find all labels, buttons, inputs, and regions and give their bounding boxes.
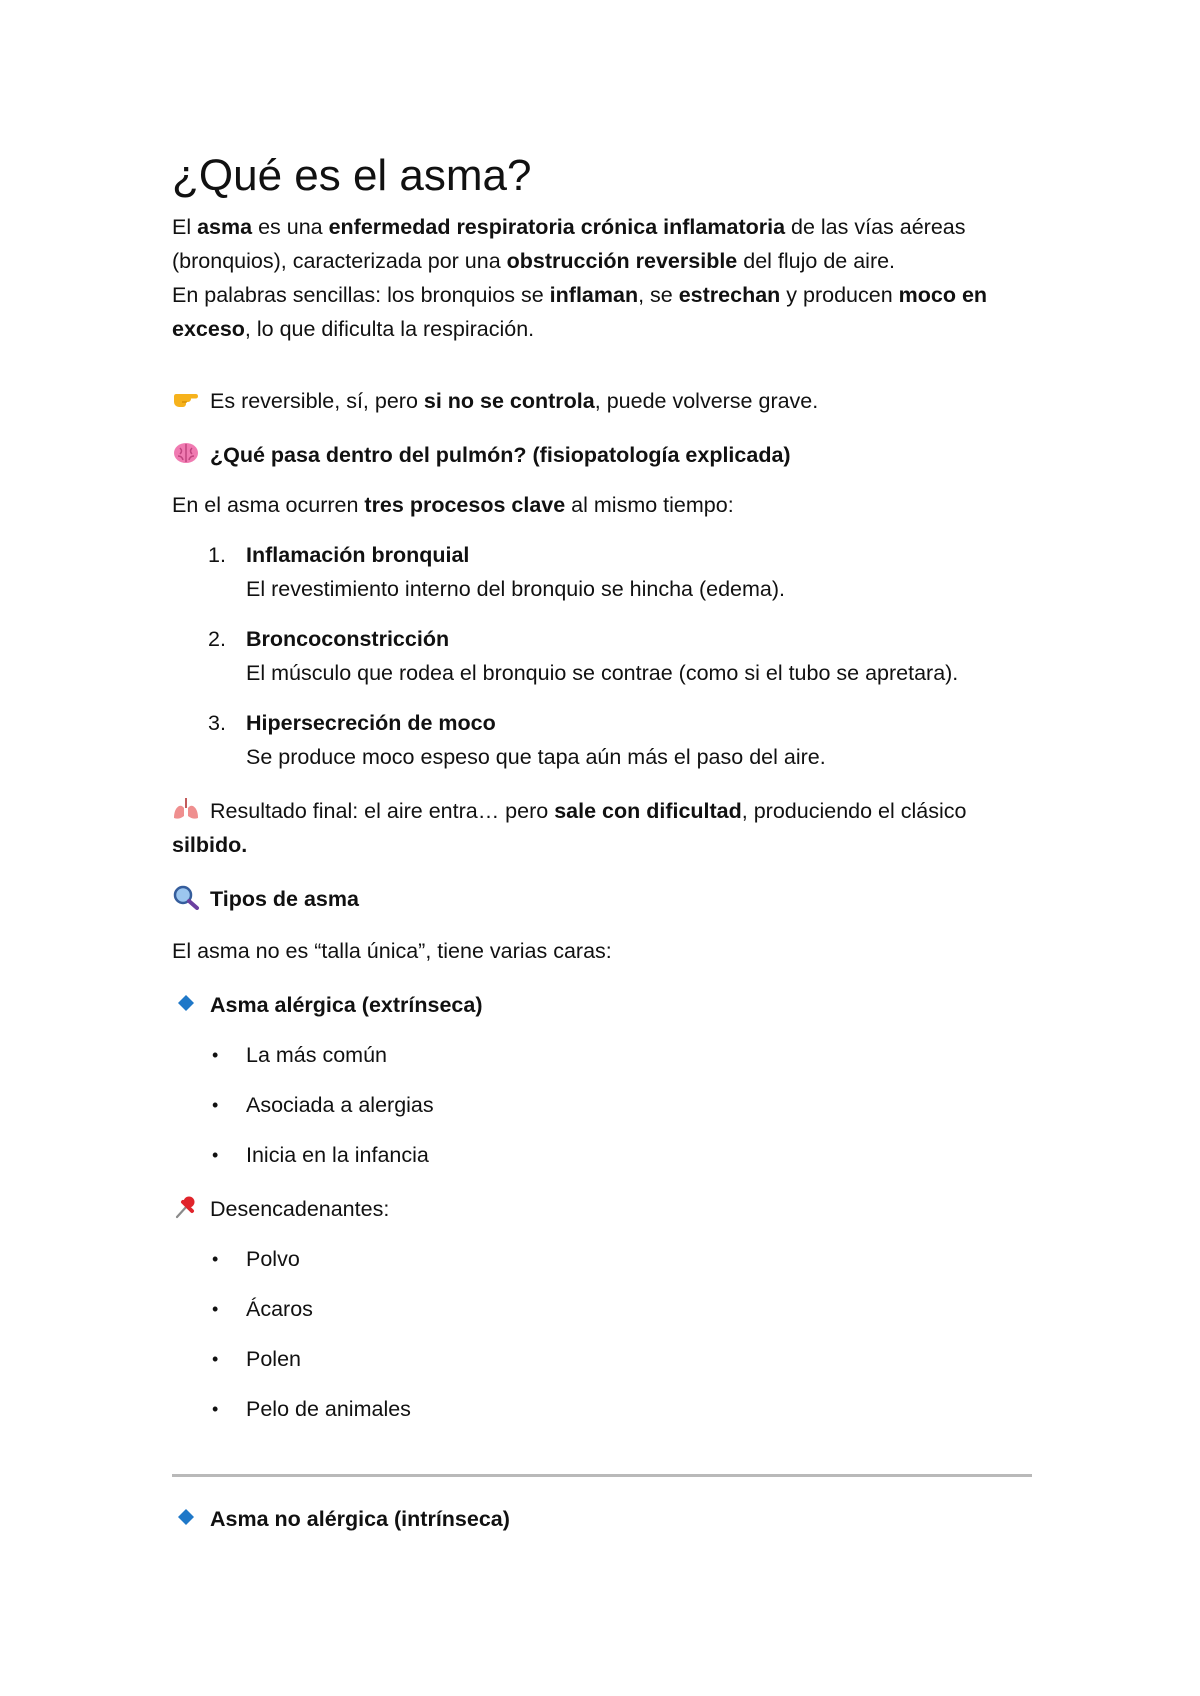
subheading-asma-no-alergica: Asma no alérgica (intrínseca) [172, 1502, 510, 1536]
list-item: Asociada a alergias [246, 1093, 434, 1117]
bullet: • [212, 1249, 219, 1269]
bullet: • [212, 1399, 219, 1419]
list-item: La más común [246, 1043, 388, 1067]
intro-line-2: (bronquios), caracterizada por una obstrucción reversible del flujo de aire. [172, 249, 896, 273]
section-heading-tipos: Tipos de asma [172, 882, 359, 916]
bullet: • [212, 1299, 219, 1319]
result-line-1: Resultado final: el aire entra… pero sale con dificultad, produciendo el clásico [172, 794, 966, 828]
list-item: Inicia en la infancia [246, 1143, 429, 1167]
intro-line-1: El asma es una enfermedad respiratoria crónica inflamatoria de las vías aéreas [172, 215, 966, 239]
intro-line-4: exceso, lo que dificulta la respiración. [172, 317, 535, 341]
process-title: Inflamación bronquial [246, 543, 470, 567]
blue-diamond-icon [172, 990, 200, 1016]
list-item: Ácaros [246, 1297, 313, 1321]
process-description: El músculo que rodea el bronquio se contrae (como si el tubo se apretara). [246, 661, 959, 685]
pushpin-icon [172, 1194, 200, 1220]
result-line-2: silbido. [172, 833, 248, 857]
process-description: El revestimiento interno del bronquio se hincha (edema). [246, 577, 785, 601]
list-item: Pelo de animales [246, 1397, 411, 1421]
subheading-asma-alergica: Asma alérgica (extrínseca) [172, 988, 482, 1022]
magnifier-icon [172, 884, 200, 910]
bullet: • [212, 1095, 219, 1115]
process-title: Broncoconstricción [246, 627, 450, 651]
pointing-hand-icon [172, 386, 200, 412]
lungs-icon [172, 796, 200, 822]
subheading-desencadenantes: Desencadenantes: [172, 1192, 389, 1226]
list-number: 1. [208, 543, 226, 567]
bullet: • [212, 1349, 219, 1369]
process-title: Hipersecreción de moco [246, 711, 496, 735]
blue-diamond-icon [172, 1504, 200, 1530]
list-number: 3. [208, 711, 226, 735]
fisiopatologia-lead: En el asma ocurren tres procesos clave al mismo tiempo: [172, 493, 734, 517]
list-item: Polvo [246, 1247, 300, 1271]
reversible-note: Es reversible, sí, pero si no se controla, puede volverse grave. [172, 384, 818, 418]
section-heading-fisiopatologia: ¿Qué pasa dentro del pulmón? (fisiopatología explicada) [172, 438, 791, 472]
list-item: Polen [246, 1347, 301, 1371]
bullet: • [212, 1145, 219, 1165]
process-description: Se produce moco espeso que tapa aún más el paso del aire. [246, 745, 826, 769]
page-title: ¿Qué es el asma? [172, 151, 532, 200]
tipos-lead: El asma no es “talla única”, tiene varias caras: [172, 939, 612, 963]
horizontal-rule [172, 1474, 1032, 1477]
brain-icon [172, 440, 200, 466]
bullet: • [212, 1045, 219, 1065]
list-number: 2. [208, 627, 226, 651]
intro-line-3: En palabras sencillas: los bronquios se inflaman, se estrechan y producen moco en [172, 283, 988, 307]
